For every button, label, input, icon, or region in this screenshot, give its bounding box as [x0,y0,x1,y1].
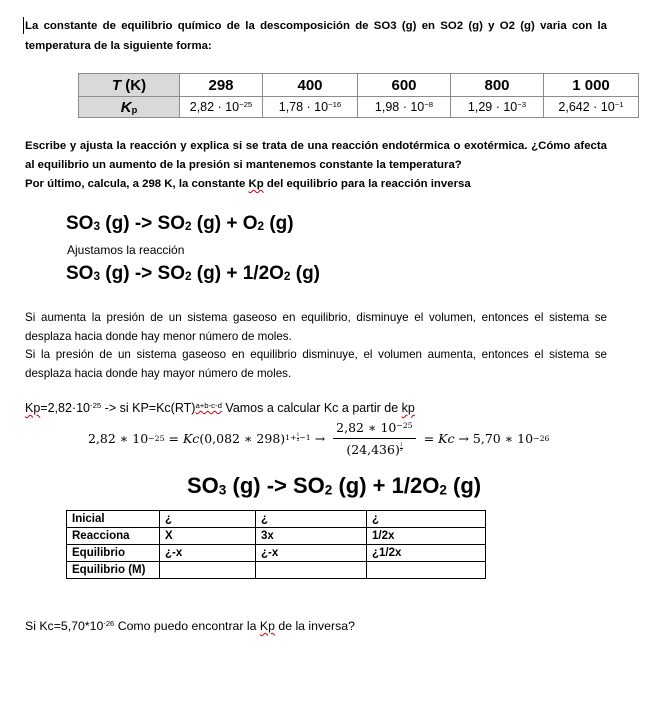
temperature-cell: 298 [180,74,263,97]
temperature-cell: 800 [451,74,544,97]
intro-paragraph [25,16,607,56]
question-line-3: Por último, calcula, a 298 K, la constante Kp del equilibrio para la reacción inversa [25,178,471,190]
reaction-equation-balanced: $SO_3$ $(g) -> SO_2$ $(g) + 1/2O_2$ (g) [66,263,321,284]
intro-line-2: temperatura de la siguiente forma: [25,40,212,52]
kp-relation-line: $Kp=2,82\cdot 10^{-25}$ -> si KP=Kc(RT)$^{a+b-c-d}$ Vamos a calcular Kc a partir de kp [25,400,415,415]
kp-cell: $1,78 \cdot 10^{-16}$ [263,97,358,118]
table-row: Inicial ¿ ¿ ¿ [67,511,486,528]
text-cursor [23,17,24,34]
spellcheck-word[interactable]: Kp [25,401,41,415]
temperature-cell: 600 [358,74,451,97]
table-row: Equilibrio ¿-x ¿-x ¿1/2x [67,545,486,562]
spellcheck-word[interactable]: Kp [248,178,264,190]
kp-header: $K_p$ [79,97,180,118]
ice-table [66,510,486,579]
temperature-row [79,74,639,97]
fraction: 2,82 ∗ $10^{-25}$ (24,436) $^{\frac{1}{2}}$ [333,420,416,457]
temperature-cell: 1 000 [544,74,639,97]
kp-cell: $2,642 \cdot 10^{-1}$ [544,97,639,118]
temperature-header: T (K) [79,74,180,97]
spellcheck-word[interactable]: Kp [259,619,275,633]
table-row: Equilibrio (M) [67,562,486,579]
question-line-2: al equilibrio un aumento de la presión si mantenemos constante la temperatura? [25,159,462,171]
reaction-equation-unbalanced: $SO_3$ $(g) -> SO_2$ $(g) + O_2$ (g) [66,213,294,234]
intro-line-1: La constante de equilibrio químico de la descomposición de SO3 (g) en SO2 (g) y O2 (g) varia con la [25,20,607,32]
reaction-equation-heading: $SO_3$ $(g) -> SO_2$ $(g) + 1/2O_2$ (g) [187,473,482,498]
kp-cell: $1,98 \cdot 10^{-8}$ [358,97,451,118]
spellcheck-word[interactable]: kp [401,401,415,415]
temperature-cell: 400 [263,74,358,97]
kp-cell: $2,82 \cdot 10^{-25}$ [180,97,263,118]
kc-calculation-formula: 2,82 ∗ 10 −25 = Kc (0,082 ∗ 298) 1+ $\frac{1}{2}$ −1 → 2,82 ∗ $10^{-25}$ (24,436) $^{\frac{1}{2}}$ = Kc → 5,70 ∗ 10 −26 [88,420,550,457]
kp-cell: $1,29 \cdot 10^{-3}$ [451,97,544,118]
kp-temperature-table [78,73,639,118]
pressure-explanation: Si aumenta la presión de un sistema gaseoso en equilibrio, disminuye el volumen, entonces el sistema se desplaza hacia donde hay menor número de moles. Si la presión de un sistema gaseoso en equilibrio disminuye, el volumen aumenta, entonces el sistema se desplaza hacia donde hay mayor número de moles. [25,311,607,380]
question-line-1: Escribe y ajusta la reacción y explica si se trata de una reacción endotérmica o exotérmica. ¿Cómo afecta [25,140,607,152]
table-row: Reacciona X 3x 1/2x [67,528,486,545]
question-paragraph [25,137,607,194]
kp-row [79,97,639,118]
adjust-label: Ajustamos la reacción [67,243,185,257]
final-question: Si $Kc=5,70*10^{-26}$ Como puedo encontrar la Kp de la inversa? [25,618,355,633]
